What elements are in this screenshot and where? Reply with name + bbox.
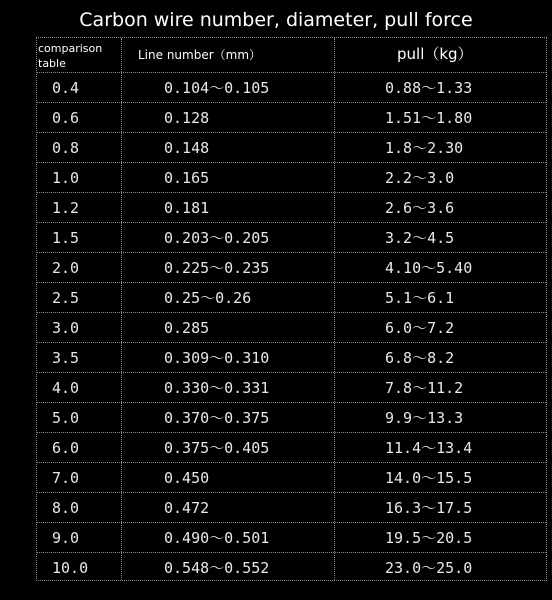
pull-force-cell: 7.8～11.2 (385, 379, 464, 397)
diameter-cell: 0.375～0.405 (164, 439, 270, 457)
pull-force-cell: 23.0～25.0 (385, 559, 473, 577)
header-line-number: Line number（mm） (138, 48, 262, 62)
diameter-cell: 0.490～0.501 (164, 529, 270, 547)
diameter-cell: 0.148 (164, 139, 210, 157)
wire-number-cell: 0.6 (52, 109, 80, 127)
wire-number-cell: 4.0 (52, 379, 80, 397)
wire-number-cell: 10.0 (52, 559, 89, 577)
table-row (37, 493, 546, 523)
wire-number-cell: 1.0 (52, 169, 80, 187)
wire-number-cell: 2.5 (52, 289, 80, 307)
pull-force-cell: 6.8～8.2 (385, 349, 455, 367)
wire-number-cell: 3.5 (52, 349, 80, 367)
table-row (37, 403, 546, 433)
pull-force-cell: 19.5～20.5 (385, 529, 473, 547)
diameter-cell: 0.225～0.235 (164, 259, 270, 277)
wire-number-cell: 1.5 (52, 229, 80, 247)
table-row (37, 163, 546, 193)
pull-force-cell: 16.3～17.5 (385, 499, 473, 517)
table-row (37, 463, 546, 493)
table-row (37, 253, 546, 283)
table-row (37, 223, 546, 253)
table-row (37, 73, 546, 103)
pull-force-cell: 9.9～13.3 (385, 409, 464, 427)
wire-number-cell: 0.8 (52, 139, 80, 157)
diameter-cell: 0.181 (164, 199, 210, 217)
diameter-cell: 0.25～0.26 (164, 289, 252, 307)
diameter-cell: 0.450 (164, 469, 210, 487)
table-row (37, 103, 546, 133)
table-row (37, 193, 546, 223)
wire-number-cell: 9.0 (52, 529, 80, 547)
pull-force-cell: 4.10～5.40 (385, 259, 473, 277)
table-row (37, 283, 546, 313)
wire-number-cell: 6.0 (52, 439, 80, 457)
pull-force-cell: 11.4～13.4 (385, 439, 473, 457)
table-row (37, 343, 546, 373)
diameter-cell: 0.104～0.105 (164, 79, 270, 97)
diameter-cell: 0.548～0.552 (164, 559, 270, 577)
pull-force-cell: 0.88～1.33 (385, 79, 473, 97)
comparison-table (36, 37, 547, 581)
diameter-cell: 0.165 (164, 169, 210, 187)
diameter-cell: 0.370～0.375 (164, 409, 270, 427)
diameter-cell: 0.128 (164, 109, 210, 127)
table-row (37, 373, 546, 403)
diameter-cell: 0.472 (164, 499, 210, 517)
table-row (37, 523, 546, 553)
pull-force-cell: 2.6～3.6 (385, 199, 455, 217)
pull-force-cell: 1.51～1.80 (385, 109, 473, 127)
header-pull: pull（kg） (397, 45, 473, 63)
table-row (37, 433, 546, 463)
table-row (37, 553, 546, 583)
wire-number-cell: 5.0 (52, 409, 80, 427)
diameter-cell: 0.285 (164, 319, 210, 337)
table-body (37, 73, 546, 583)
table-row (37, 313, 546, 343)
pull-force-cell: 2.2～3.0 (385, 169, 455, 187)
wire-number-cell: 7.0 (52, 469, 80, 487)
pull-force-cell: 1.8～2.30 (385, 139, 464, 157)
wire-number-cell: 1.2 (52, 199, 80, 217)
table-title: Carbon wire number, diameter, pull force (79, 9, 473, 31)
table-row (37, 133, 546, 163)
header-comparison-table: comparison table (38, 42, 103, 70)
diameter-cell: 0.203～0.205 (164, 229, 270, 247)
pull-force-cell: 14.0～15.5 (385, 469, 473, 487)
pull-force-cell: 3.2～4.5 (385, 229, 455, 247)
wire-number-cell: 2.0 (52, 259, 80, 277)
diameter-cell: 0.330～0.331 (164, 379, 270, 397)
wire-number-cell: 0.4 (52, 79, 80, 97)
wire-number-cell: 3.0 (52, 319, 80, 337)
pull-force-cell: 6.0～7.2 (385, 319, 455, 337)
table-header-row (37, 38, 546, 73)
diameter-cell: 0.309～0.310 (164, 349, 270, 367)
pull-force-cell: 5.1～6.1 (385, 289, 455, 307)
wire-number-cell: 8.0 (52, 499, 80, 517)
